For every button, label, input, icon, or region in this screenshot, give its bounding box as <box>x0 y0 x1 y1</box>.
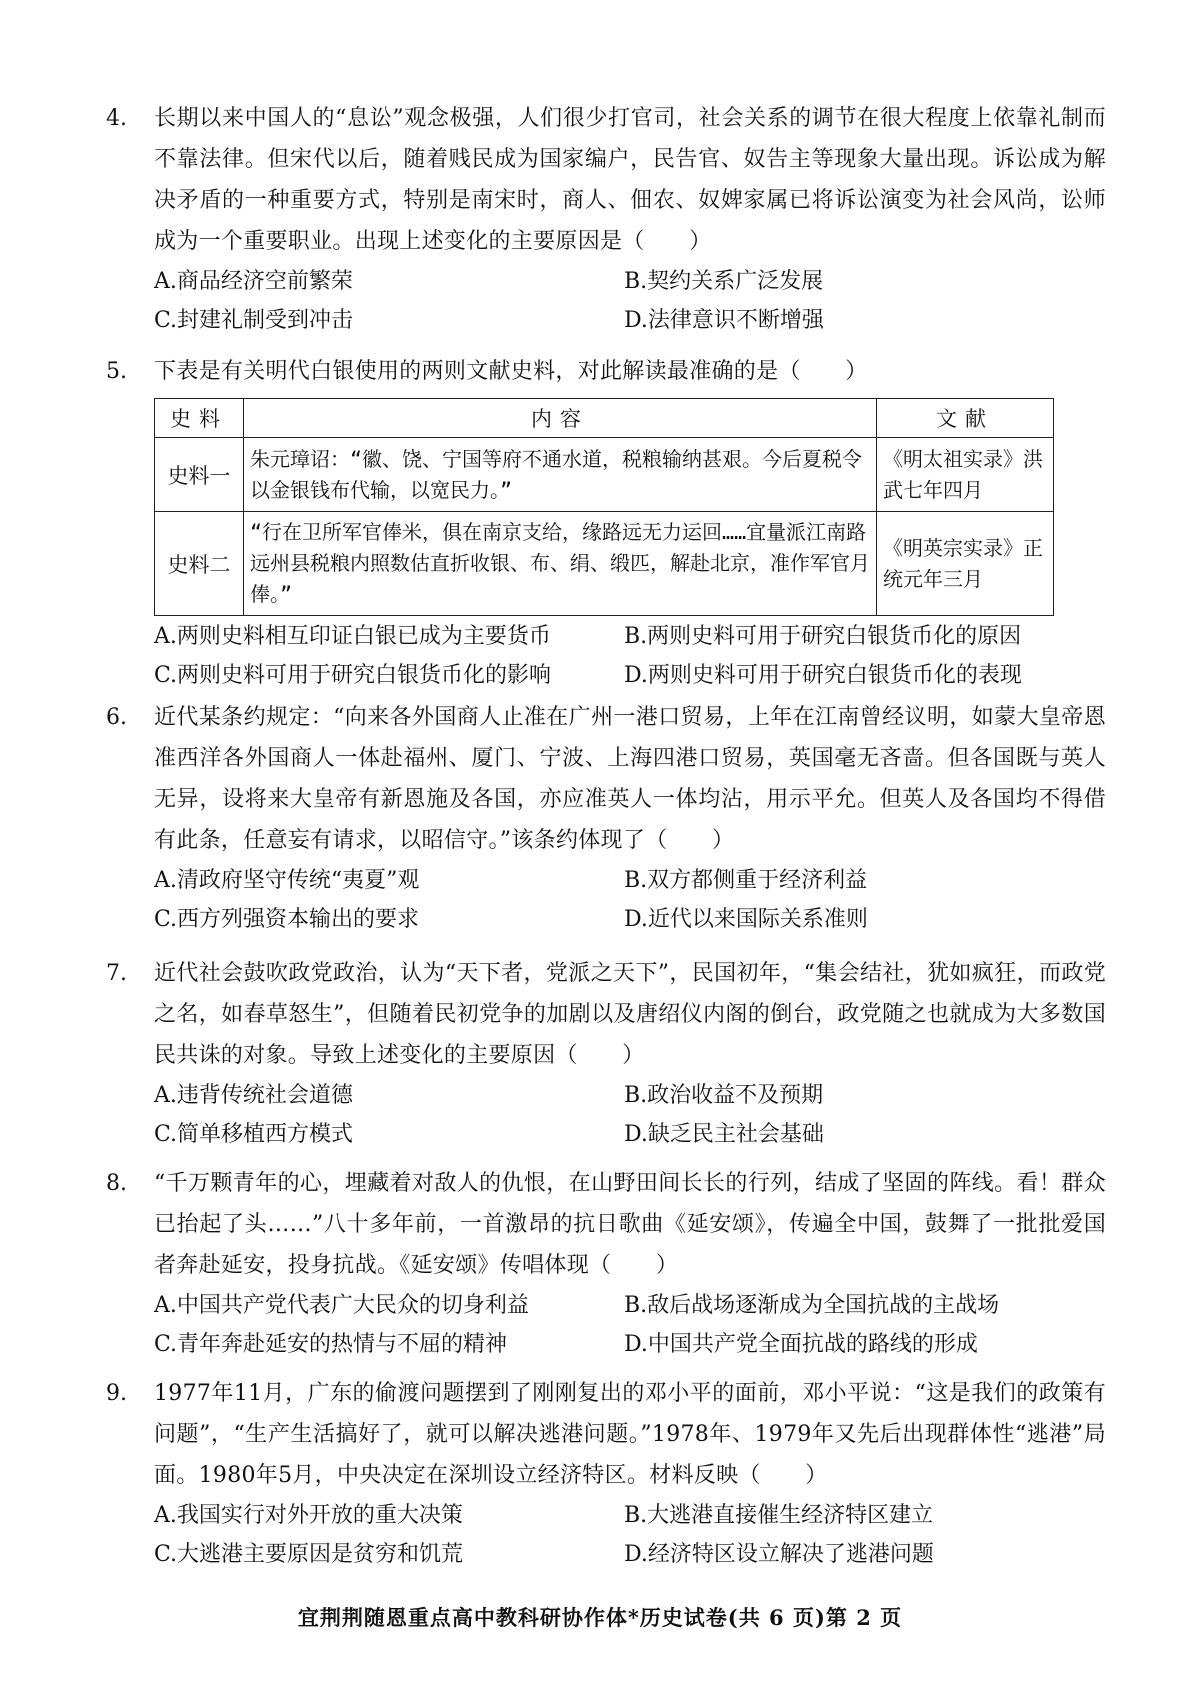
question-8 <box>106 1163 1106 1364</box>
option-b: B.政治收益不及预期 <box>624 1083 824 1108</box>
options <box>154 1496 1106 1574</box>
question-7 <box>106 953 1106 1154</box>
option-c: C.青年奔赴延安的热情与不屈的精神 <box>154 1332 508 1357</box>
option-a: A.商品经济空前繁荣 <box>154 269 353 294</box>
option-a: A.两则史料相互印证白银已成为主要货币 <box>154 624 551 649</box>
option-b: B.大逃港直接催生经济特区建立 <box>624 1503 934 1528</box>
option-a: A.清政府坚守传统“夷夏”观 <box>154 868 420 893</box>
question-9 <box>106 1373 1106 1574</box>
options <box>154 1076 1106 1154</box>
question-5 <box>106 351 1106 392</box>
option-a: A.中国共产党代表广大民众的切身利益 <box>154 1293 529 1318</box>
table-row <box>155 512 1054 616</box>
question-4 <box>106 98 1106 340</box>
question-stem: 下表是有关明代白银使用的两则文献史料，对此解读最准确的是（ ） <box>154 359 868 384</box>
question-number: 8. <box>106 1171 127 1196</box>
question-stem: 近代社会鼓吹政党政治，认为“天下者，党派之天下”，民国初年，“集会结社，犹如疯狂，而政党之名，如春草怒生”，但随着民初党争的加剧以及唐绍仪内阁的倒台，政党随之也就成为大多数国民共诛的对象。导致上述变化的主要原因（ ） <box>154 961 1106 1068</box>
row-content: 朱元璋诏：“徽、饶、宁国等府不通水道，税粮输纳甚艰。今后夏税令以金银钱布代输，以宽民力。” <box>244 438 877 512</box>
option-a: A.我国实行对外开放的重大决策 <box>154 1503 463 1528</box>
option-a: A.违背传统社会道德 <box>154 1083 353 1108</box>
table-row <box>155 438 1054 512</box>
option-b: B.双方都侧重于经济利益 <box>624 868 868 893</box>
question-6 <box>106 697 1106 939</box>
question-number: 4. <box>106 106 127 131</box>
option-c: C.大逃港主要原因是贫穷和饥荒 <box>154 1542 464 1567</box>
question-stem: 长期以来中国人的“息讼”观念极强，人们很少打官司，社会关系的调节在很大程度上依靠礼制而不靠法律。但宋代以后，随着贱民成为国家编户，民告官、奴告主等现象大量出现。诉讼成为解决矛盾的一种重要方式，特别是南宋时，商人、佃农、奴婢家属已将诉讼演变为社会风尚，讼师成为一个重要职业。出现上述变化的主要原因是（ ） <box>154 106 1106 254</box>
question-number: 7. <box>106 961 127 986</box>
row-content: “行在卫所军官俸米，俱在南京支给，缘路远无力运回……宜量派江南路远州县税粮内照数估直折收银、布、绢、缎匹，解赴北京，准作军官月俸。” <box>244 512 877 616</box>
option-d: D.经济特区设立解决了逃港问题 <box>624 1542 934 1567</box>
options <box>154 861 1106 939</box>
question-number: 9. <box>106 1381 127 1406</box>
option-c: C.封建礼制受到冲击 <box>154 308 354 333</box>
row-label: 史料二 <box>155 512 244 616</box>
question-number: 5. <box>106 359 127 384</box>
question-stem: 1977年11月，广东的偷渡问题摆到了刚刚复出的邓小平的面前，邓小平说：“这是我们的政策有问题”，“生产生活搞好了，就可以解决逃港问题。”1978年、1979年又先后出现群体性“逃港”局面。1980年5月，中央决定在深圳设立经济特区。材料反映（ ） <box>154 1381 1106 1488</box>
table-header: 内容 <box>244 399 877 438</box>
options <box>154 262 1106 340</box>
option-b: B.两则史料可用于研究白银货币化的原因 <box>624 624 1022 649</box>
table-header-row <box>155 399 1054 438</box>
page-footer: 宜荆荆随恩重点高中教科研协作体*历史试卷(共 6 页)第 2 页 <box>297 1605 903 1630</box>
row-label: 史料一 <box>155 438 244 512</box>
question-number: 6. <box>106 705 127 730</box>
option-d: D.近代以来国际关系准则 <box>624 907 868 932</box>
question-stem: “千万颗青年的心，埋藏着对敌人的仇恨，在山野田间长长的行列，结成了坚固的阵线。看！群众已抬起了头……”八十多年前，一首激昂的抗日歌曲《延安颂》，传遍全中国，鼓舞了一批批爱国者奔赴延安，投身抗战。《延安颂》传唱体现（ ） <box>154 1171 1106 1278</box>
option-d: D.中国共产党全面抗战的路线的形成 <box>624 1332 978 1357</box>
option-d: D.缺乏民主社会基础 <box>624 1122 824 1147</box>
option-c: C.两则史料可用于研究白银货币化的影响 <box>154 663 552 688</box>
options <box>154 617 1106 695</box>
option-c: C.简单移植西方模式 <box>154 1122 354 1147</box>
row-source: 《明太祖实录》洪武七年四月 <box>877 438 1054 512</box>
table-header: 文献 <box>877 399 1054 438</box>
question-stem: 近代某条约规定：“向来各外国商人止准在广州一港口贸易，上年在江南曾经议明，如蒙大皇帝恩准西洋各外国商人一体赴福州、厦门、宁波、上海四港口贸易，英国毫无吝啬。但各国既与英人无异，设将来大皇帝有新恩施及各国，亦应准英人一体均沾，用示平允。但英人及各国均不得借有此条，任意妄有请求，以昭信守。”该条约体现了（ ） <box>154 705 1106 853</box>
option-b: B.契约关系广泛发展 <box>624 269 824 294</box>
row-source: 《明英宗实录》正统元年三月 <box>877 512 1054 616</box>
option-d: D.两则史料可用于研究白银货币化的表现 <box>624 663 1022 688</box>
source-table <box>154 398 1054 616</box>
question-5-options <box>106 617 1106 695</box>
option-c: C.西方列强资本输出的要求 <box>154 907 420 932</box>
option-d: D.法律意识不断增强 <box>624 308 824 333</box>
option-b: B.敌后战场逐渐成为全国抗战的主战场 <box>624 1293 1000 1318</box>
table-header: 史料 <box>155 399 244 438</box>
options <box>154 1286 1106 1364</box>
